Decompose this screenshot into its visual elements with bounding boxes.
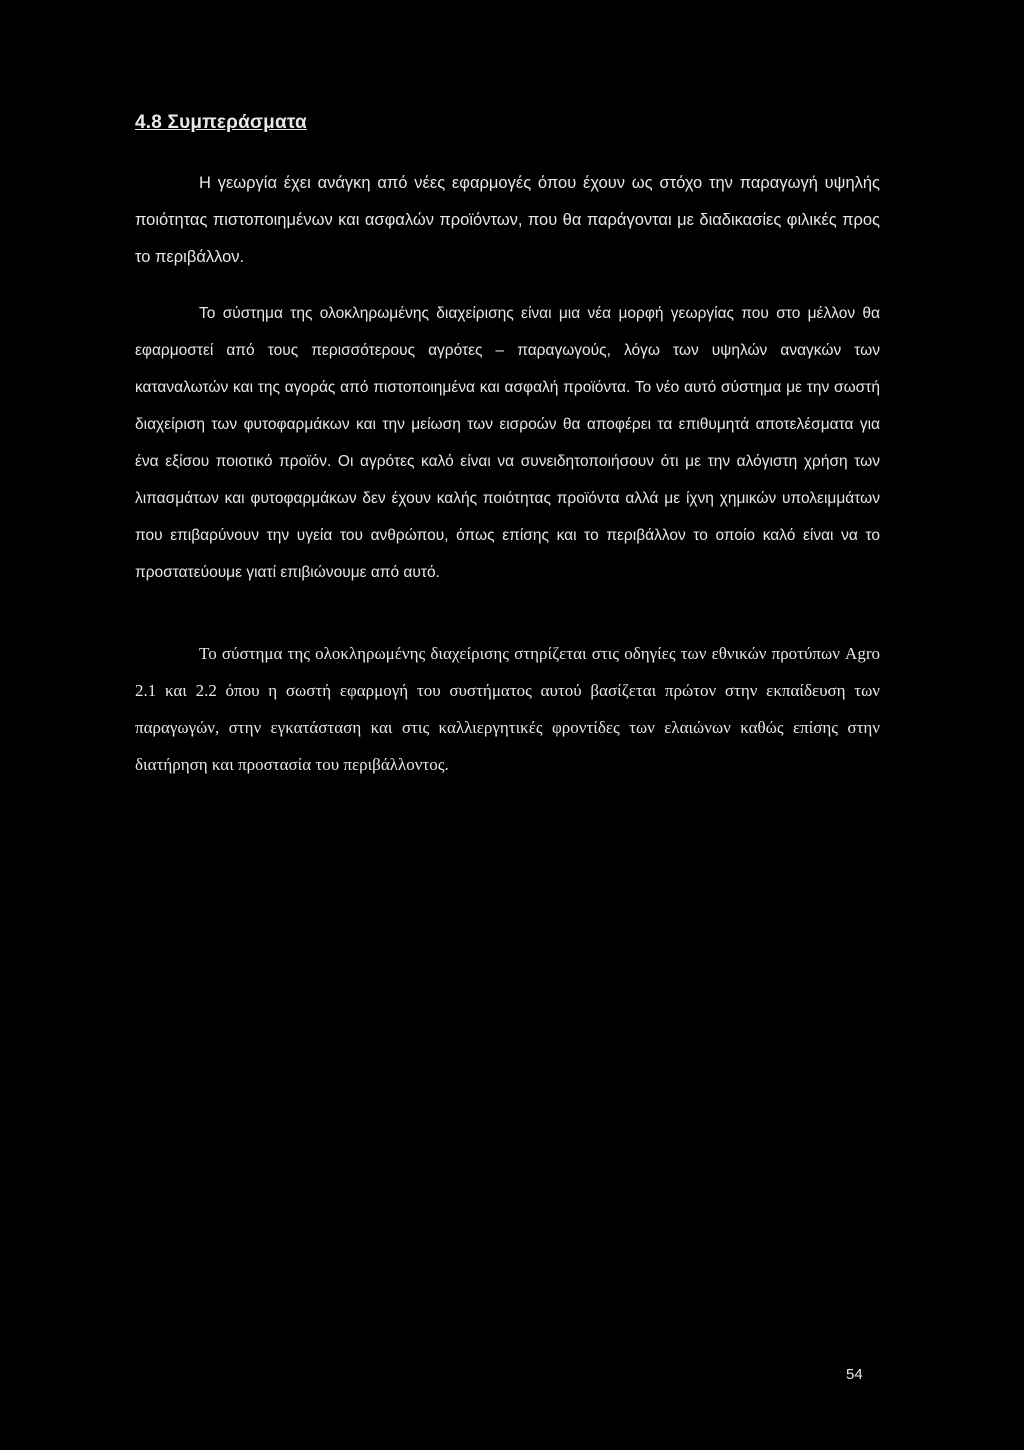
- paragraph-3: Το σύστημα της ολοκληρωμένης διαχείρισης στηρίζεται στις οδηγίες των εθνικών προτύπων Agro 2.1 και 2.2 όπου η σωστή εφαρμογή του συστήματος αυτού βασίζεται πρώτον στην εκπαίδευση των παραγωγών, στην εγκατάσταση και στις καλλιεργητικές φροντίδες των ελαιώνων καθώς επίσης στην διατήρηση και προστασία του περιβάλλοντος.: [135, 644, 880, 774]
- paragraph-1: Η γεωργία έχει ανάγκη από νέες εφαρμογές όπου έχουν ως στόχο την παραγωγή υψηλής ποιότητας πιστοποιημένων και ασφαλών προϊόντων, που θα παράγονται με διαδικασίες φιλικές προς το περιβάλλον.: [135, 174, 880, 266]
- paragraph-2: Το σύστημα της ολοκληρωμένης διαχείρισης είναι μια νέα μορφή γεωργίας που στο μέλλον θα εφαρμοστεί από τους περισσότερους αγρότες – παραγωγούς, λόγω των υψηλών αναγκών των καταναλωτών και της αγοράς από πιστοποιημένα και ασφαλή προϊόντα. Το νέο αυτό σύστημα με την σωστή διαχείριση των φυτοφαρμάκων και την μείωση των εισροών θα αποφέρει τα επιθυμητά αποτελέσματα για ένα εξίσου ποιοτικό προϊόν. Οι αγρότες καλό είναι να συνειδητοποιήσουν ότι με την αλόγιστη χρήση των λιπασμάτων και φυτοφαρμάκων δεν έχουν καλής ποιότητας προϊόντα αλλά με ίχνη χημικών υπολειμμάτων που επιβαρύνουν την υγεία του ανθρώπου, όπως επίσης και το περιβάλλον το οποίο καλό είναι να το προστατεύουμε γιατί επιβιώνουμε από αυτό.: [135, 305, 880, 581]
- section-heading: 4.8 Συμπεράσματα: [135, 112, 307, 133]
- page-number: 54: [846, 1366, 863, 1383]
